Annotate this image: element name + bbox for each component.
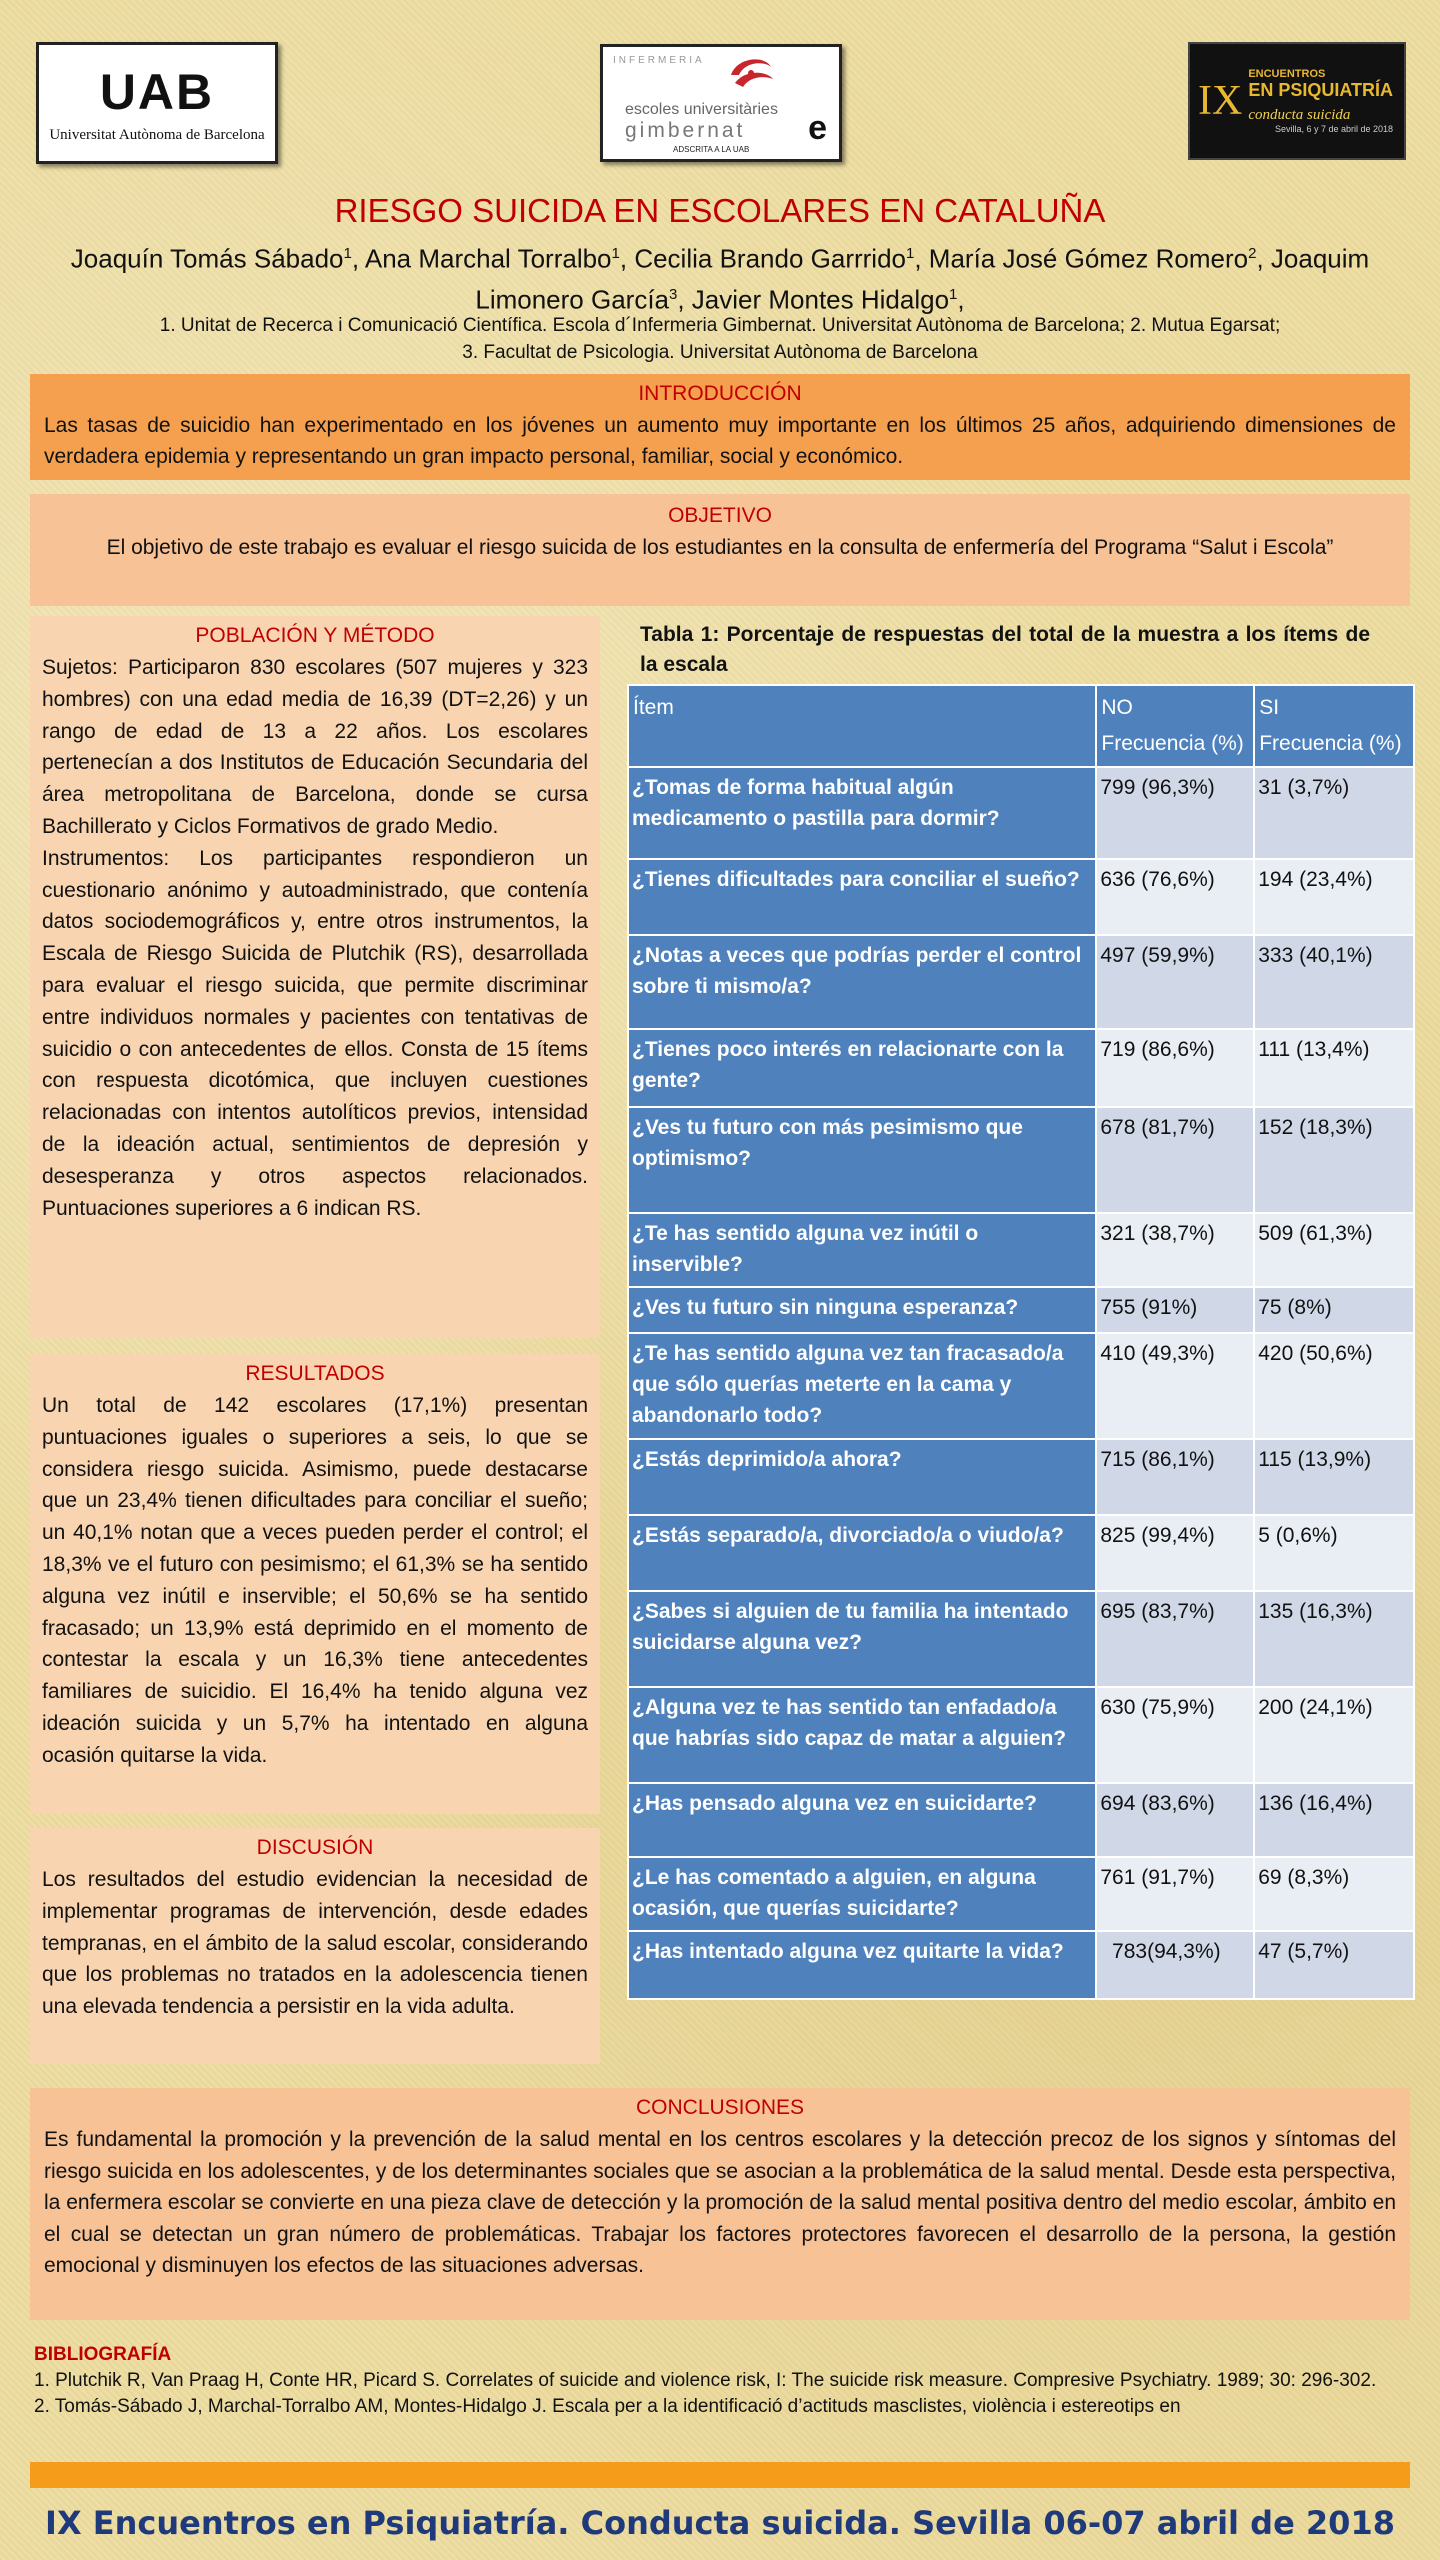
table-caption: Tabla 1: Porcentaje de respuestas del total de la muestra a los ítems de la escala	[640, 623, 1370, 676]
objetivo-section	[30, 494, 1410, 606]
table-cell-si: 69 (8,3%)	[1254, 1857, 1414, 1931]
author-name: , Joaquim Limonero García	[475, 243, 1370, 315]
table-cell-no: 715 (86,1%)	[1096, 1439, 1254, 1515]
table-cell-no: 719 (86,6%)	[1096, 1029, 1254, 1107]
encuentros-logo-line1: ENCUENTROS	[1248, 68, 1326, 80]
table-header-row	[628, 685, 1414, 767]
table-cell-item: ¿Notas a veces que podrías perder el control sobre ti mismo/a?	[628, 935, 1096, 1029]
conference-footer: IX Encuentros en Psiquiatría. Conducta suicida. Sevilla 06-07 abril de 2018	[45, 2504, 1395, 2542]
resultados-heading: RESULTADOS	[245, 1362, 385, 1385]
table-row	[628, 859, 1414, 935]
table-row	[628, 1107, 1414, 1213]
table-cell-si: 194 (23,4%)	[1254, 859, 1414, 935]
table-cell-item: ¿Te has sentido alguna vez inútil o inservible?	[628, 1213, 1096, 1287]
table-cell-item: ¿Ves tu futuro con más pesimismo que optimismo?	[628, 1107, 1096, 1213]
table-cell-si: 152 (18,3%)	[1254, 1107, 1414, 1213]
table-cell-si: 111 (13,4%)	[1254, 1029, 1414, 1107]
table-cell-no: 636 (76,6%)	[1096, 859, 1254, 935]
table-cell-no: 799 (96,3%)	[1096, 767, 1254, 859]
author-list	[30, 236, 1410, 317]
author-name: Joaquín Tomás Sábado	[70, 243, 344, 274]
table-cell-item: ¿Le has comentado a alguien, en alguna ocasión, que querías suicidarte?	[628, 1857, 1096, 1931]
author-list-end: ,	[957, 284, 965, 315]
table-cell-item: ¿Sabes si alguien de tu familia ha intentado suicidarse alguna vez?	[628, 1591, 1096, 1687]
table-cell-no: 497 (59,9%)	[1096, 935, 1254, 1029]
table-cell-item: ¿Te has sentido alguna vez tan fracasado/a que sólo querías meterte en la cama y abandonarlo todo?	[628, 1333, 1096, 1439]
gimbernat-logo-sub: ADSCRITA A LA UAB	[673, 145, 750, 154]
table-header-no: NO Frecuencia (%)	[1096, 685, 1254, 767]
metodo-instrumentos-text: Instrumentos: Los participantes respondieron un cuestionario anónimo y autoadministrado, que contenía datos sociodemográficos y, entre otros instrumentos, la Escala de Riesgo Suicida de Plutchik (RS), desarrollada para evaluar el riesgo suicida, que permite discriminar entre individuos normales y pacientes con tentativas de suicidio o con antecedentes de ellos. Consta de 15 ítems con respuesta dicotómica, que incluyen cuestiones relacionadas con intentos autolíticos previos, intensidad de la ideación actual, sentimientos de depresión y desesperanza y otros aspectos relacionados. Puntuaciones superiores a 6 indican RS.	[42, 846, 588, 1220]
table-row	[628, 1029, 1414, 1107]
table-cell-no: 761 (91,7%)	[1096, 1857, 1254, 1931]
reference-2: 2. Tomás-Sábado J, Marchal-Torralbo AM, Montes-Hidalgo J. Escala per a la identificació d’actituds masclistes, violència i estereotips en	[34, 2396, 1181, 2417]
bibliografia-section	[34, 2342, 1414, 2420]
gimbernat-logo-name2: gimbernat	[625, 119, 746, 142]
table-cell-item: ¿Alguna vez te has sentido tan enfadado/a que habrías sido capaz de matar a alguien?	[628, 1687, 1096, 1783]
table-cell-si: 333 (40,1%)	[1254, 935, 1414, 1029]
author-name: , Javier Montes Hidalgo	[677, 284, 950, 315]
table-cell-item: ¿Estás separado/a, divorciado/a o viudo/a?	[628, 1515, 1096, 1591]
author-affil-mark: 1	[611, 245, 620, 262]
author-affil-mark: 1	[906, 245, 915, 262]
objetivo-text: El objetivo de este trabajo es evaluar el riesgo suicida de los estudiantes en la consulta de enfermería del Programa “Salut i Escola”	[106, 536, 1334, 559]
table-cell-item: ¿Estás deprimido/a ahora?	[628, 1439, 1096, 1515]
table-row	[628, 1931, 1414, 1999]
table-cell-item: ¿Has intentado alguna vez quitarte la vida?	[628, 1931, 1096, 1999]
uab-logo-mark: UAB	[99, 63, 215, 120]
uab-logo-name: Universitat Autònoma de Barcelona	[49, 126, 265, 143]
table-cell-si: 115 (13,9%)	[1254, 1439, 1414, 1515]
conclusiones-section	[30, 2088, 1410, 2320]
conclusiones-heading: CONCLUSIONES	[635, 2096, 805, 2119]
table-row	[628, 1213, 1414, 1287]
table-cell-si: 31 (3,7%)	[1254, 767, 1414, 859]
affiliation-line1: 1. Unitat de Recerca i Comunicació Científica. Escola d´Infermeria Gimbernat. Universitat Autònoma de Barcelona; 2. Mutua Egarsat;	[159, 315, 1281, 336]
author-affil-mark: 1	[949, 285, 958, 303]
resultados-section	[30, 1354, 600, 1814]
table-cell-item: ¿Tomas de forma habitual algún medicamento o pastilla para dormir?	[628, 767, 1096, 859]
author-affil-mark: 3	[669, 285, 678, 303]
affiliation-line2: 3. Facultat de Psicologia. Universitat Autònoma de Barcelona	[462, 342, 978, 363]
table-row	[628, 1857, 1414, 1931]
table-cell-no: 321 (38,7%)	[1096, 1213, 1254, 1287]
reference-1: 1. Plutchik R, Van Praag H, Conte HR, Picard S. Correlates of suicide and violence risk, I: The suicide risk measure. Compresive Psychiatry. 1989; 30: 296-302.	[34, 2370, 1377, 2391]
author-affil-mark: 1	[343, 245, 352, 262]
results-table	[627, 684, 1415, 2000]
table-row	[628, 1591, 1414, 1687]
metodo-heading: POBLACIÓN Y MÉTODO	[195, 624, 435, 647]
table-cell-no: 695 (83,7%)	[1096, 1591, 1254, 1687]
discusion-text: Los resultados del estudio evidencian la necesidad de implementar programas de intervención, desde edades tempranas, en el ámbito de la salud escolar, considerando que los problemas no tratados en la adolescencia tienen una elevada tendencia a persistir en la vida adulta.	[42, 1868, 588, 2019]
introduccion-text: Las tasas de suicidio han experimentado en los jóvenes un aumento muy importante en los últimos 25 años, adquiriendo dimensiones de verdadera epidemia y representando un gran impacto personal, familiar, social y económico.	[44, 414, 1396, 468]
table-header-item: Ítem	[628, 685, 1096, 767]
table-cell-si: 200 (24,1%)	[1254, 1687, 1414, 1783]
author-name: , Ana Marchal Torralbo	[351, 243, 612, 274]
gimbernat-logo	[600, 44, 842, 162]
table-cell-si: 47 (5,7%)	[1254, 1931, 1414, 1999]
table-cell-si: 136 (16,4%)	[1254, 1783, 1414, 1857]
discusion-heading: DISCUSIÓN	[256, 1836, 374, 1859]
encuentros-logo-line3: conducta suicida	[1248, 107, 1351, 123]
table-cell-no: 783(94,3%)	[1096, 1931, 1254, 1999]
table-cell-no: 630 (75,9%)	[1096, 1687, 1254, 1783]
discusion-section	[30, 1828, 600, 2064]
author-name: , María José Gómez Romero	[914, 243, 1249, 274]
table-cell-item: ¿Tienes poco interés en relacionarte con la gente?	[628, 1029, 1096, 1107]
table-cell-si: 509 (61,3%)	[1254, 1213, 1414, 1287]
bottom-divider-bar	[30, 2462, 1410, 2488]
gimbernat-logo-name1: escoles universitàries	[625, 101, 778, 118]
table-cell-no: 755 (91%)	[1096, 1287, 1254, 1333]
table-cell-no: 410 (49,3%)	[1096, 1333, 1254, 1439]
table-row	[628, 1687, 1414, 1783]
affiliations	[30, 312, 1410, 366]
table-cell-item: ¿Tienes dificultades para conciliar el sueño?	[628, 859, 1096, 935]
author-affil-mark: 2	[1248, 245, 1257, 262]
objetivo-heading: OBJETIVO	[668, 504, 772, 527]
poster-title: RIESGO SUICIDA EN ESCOLARES EN CATALUÑA	[334, 192, 1106, 229]
table-row	[628, 767, 1414, 859]
author-name: , Cecilia Brando Garrrido	[619, 243, 906, 274]
encuentros-logo-line2: EN PSIQUIATRÍA	[1248, 80, 1394, 100]
metodo-sujetos-text: Sujetos: Participaron 830 escolares (507 mujeres y 323 hombres) con una edad media de 16,39 (DT=2,26) y un rango de edad de 13 a 22 años. Los escolares pertenecían a dos Institutos de Educación Secundaria del área metropolitana de Barcelona, donde se cursa Bachillerato y Ciclos Formativos de grado Medio.	[42, 656, 588, 838]
table-row	[628, 1515, 1414, 1591]
bibliografia-heading: BIBLIOGRAFÍA	[34, 2344, 172, 2365]
table-row	[628, 1439, 1414, 1515]
conclusiones-text: Es fundamental la promoción y la prevención de la salud mental en los centros escolares y la detección precoz de los signos y síntomas del riesgo suicida en los adolescentes, y de los determinantes sociales que se asocian a la problemática de la salud mental. Desde esta perspectiva, la enfermera escolar se convierte en una pieza clave de detección y la promoción de la salud mental positiva dentro del medio escolar, ámbito en el cual se detectan un gran número de problemáticas. Trabajar los factores protectores favorecen el desarrollo de la persona, la gestión emocional y disminuyen los efectos de las situaciones adversas.	[44, 2128, 1396, 2278]
encuentros-logo-number: IX	[1198, 78, 1243, 124]
metodo-section	[30, 616, 600, 1338]
table-row	[628, 1287, 1414, 1333]
encuentros-logo	[1188, 42, 1406, 160]
gimbernat-swirl-icon	[725, 53, 777, 91]
gimbernat-logo-top: INFERMERIA	[613, 55, 705, 66]
table-cell-no: 678 (81,7%)	[1096, 1107, 1254, 1213]
table-cell-no: 825 (99,4%)	[1096, 1515, 1254, 1591]
introduccion-section	[30, 374, 1410, 480]
introduccion-heading: INTRODUCCIÓN	[638, 382, 802, 405]
table-cell-si: 135 (16,3%)	[1254, 1591, 1414, 1687]
table-row	[628, 1333, 1414, 1439]
table-cell-si: 420 (50,6%)	[1254, 1333, 1414, 1439]
uab-logo	[36, 42, 278, 164]
table-cell-si: 75 (8%)	[1254, 1287, 1414, 1333]
table-cell-item: ¿Has pensado alguna vez en suicidarte?	[628, 1783, 1096, 1857]
table-cell-item: ¿Ves tu futuro sin ninguna esperanza?	[628, 1287, 1096, 1333]
table-row	[628, 1783, 1414, 1857]
table-row	[628, 935, 1414, 1029]
resultados-text: Un total de 142 escolares (17,1%) presentan puntuaciones iguales o superiores a seis, lo que se considera riesgo suicida. Asimismo, puede destacarse que un 23,4% tienen dificultades para conciliar el sueño; un 40,1% notan que a veces pueden perder el control; el 18,3% ve el futuro con pesimismo; el 61,3% se ha sentido alguna vez inútil e inservible; el 50,6% se ha sentido fracasado; un 13,9% está deprimido en el momento de contestar la escala y un 16,3% tiene antecedentes familiares de suicidio. El 16,4% ha tenido alguna vez ideación suicida y un 5,7% ha intentado en alguna ocasión quitarse la vida.	[42, 1394, 588, 1767]
table-header-si: SI Frecuencia (%)	[1254, 685, 1414, 767]
table-cell-no: 694 (83,6%)	[1096, 1783, 1254, 1857]
table-cell-si: 5 (0,6%)	[1254, 1515, 1414, 1591]
gimbernat-logo-e: e	[808, 109, 827, 147]
encuentros-logo-line4: Sevilla, 6 y 7 de abril de 2018	[1274, 124, 1394, 134]
